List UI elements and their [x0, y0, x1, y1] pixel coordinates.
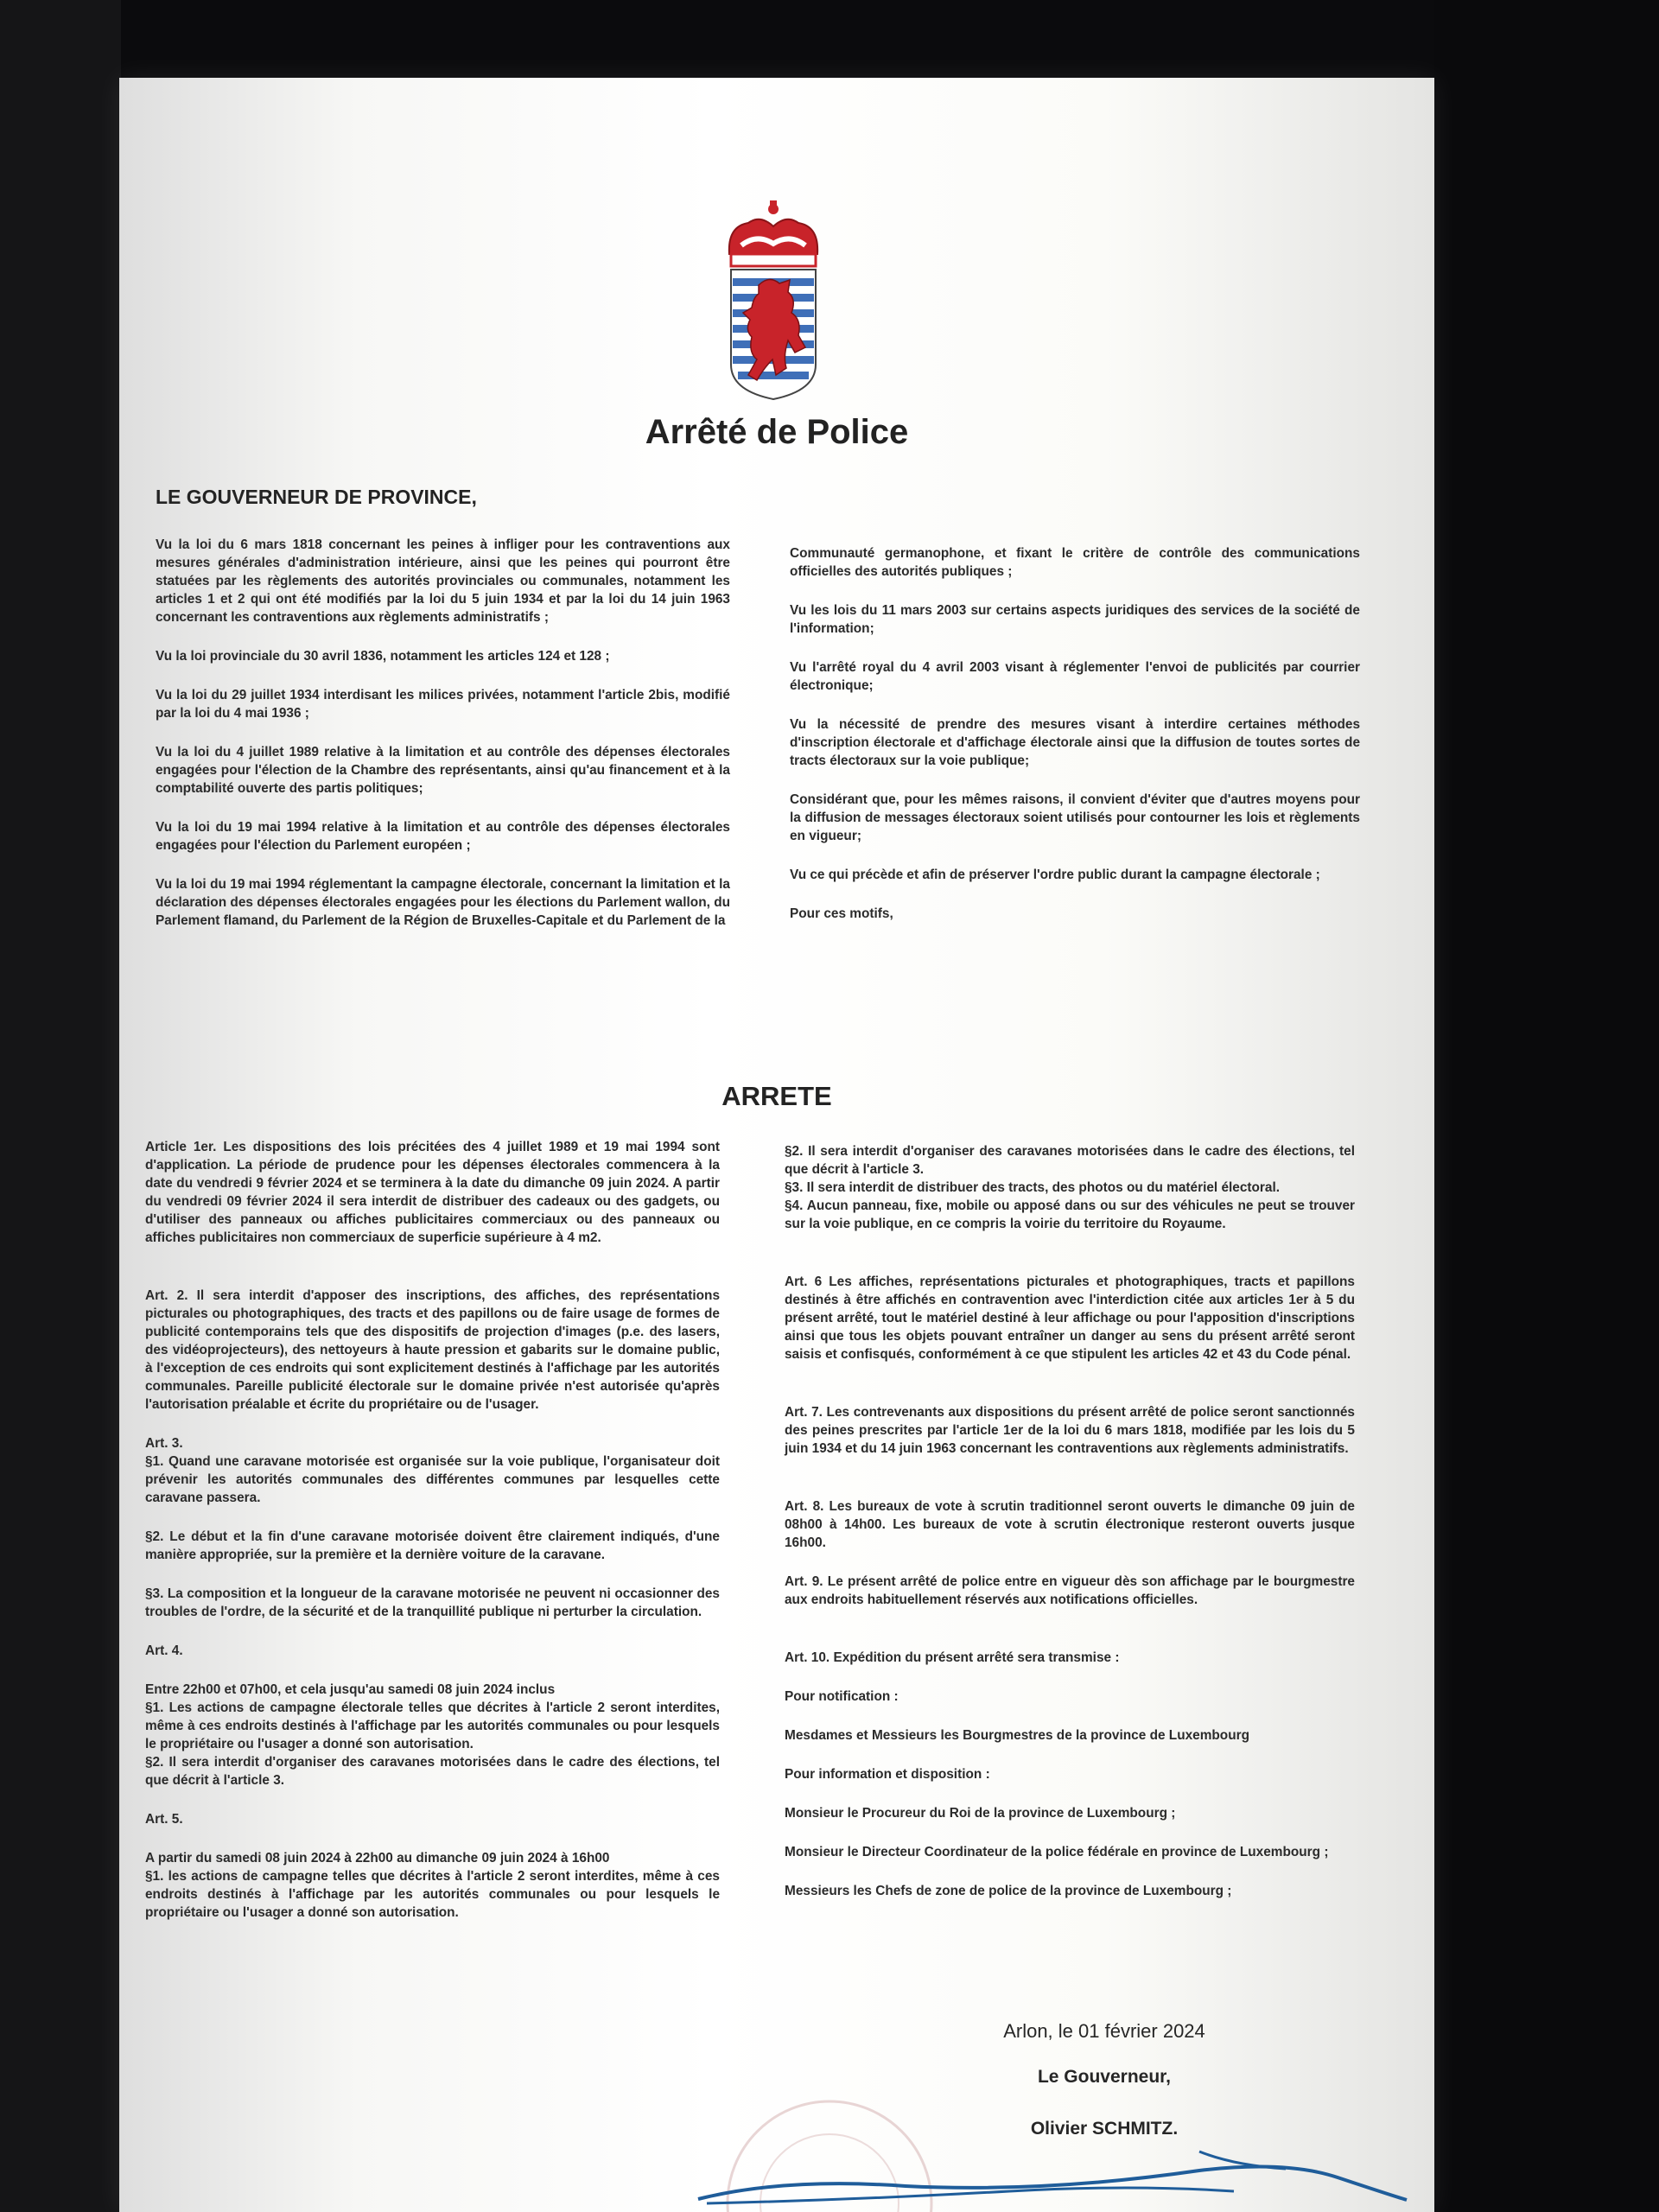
article-5-intro: A partir du samedi 08 juin 2024 à 22h00 au dimanche 09 juin 2024 à 16h00	[145, 1851, 610, 1866]
arrete-heading: ARRETE	[721, 1081, 832, 1111]
article-5-para-1: §1. les actions de campagne telles que décrites à l'article 2 seront interdites, même à ces endroits destinés à l'affichage par les autorités communales ou pour lesquels le propriétaire ou l'usager a donné son autorisation.	[145, 1869, 720, 1920]
posted-decree-sheet	[119, 78, 1434, 2212]
article-5-para-3: §3. Il sera interdit de distribuer des tracts, des photos ou du matériel électoral.	[785, 1180, 1281, 1195]
considerant-paragraph: Vu ce qui précède et afin de préserver l'ordre public durant la campagne électorale ;	[790, 868, 1320, 882]
article-4-title: Art. 4.	[145, 1643, 183, 1658]
article-3-title: Art. 3.	[145, 1436, 183, 1451]
considerant-paragraph: Vu la loi du 4 juillet 1989 relative à la limitation et au contrôle des dépenses électorales engagées pour l'élection de la Chambre des représentants, ainsi qu'au financement et à la comptabilité ouverte des partis politiques;	[156, 745, 730, 796]
considerants-right-column	[790, 544, 1360, 944]
considerants-left-column	[156, 536, 730, 950]
considerant-paragraph: Communauté germanophone, et fixant le critère de contrôle des communications officielles des autorités publiques ;	[790, 546, 1360, 579]
notification-recipient: Mesdames et Messieurs les Bourgmestres de la province de Luxembourg	[785, 1728, 1250, 1743]
considerant-paragraph: Vu la loi du 6 mars 1818 concernant les peines à infliger pour les contraventions aux mesures générales d'administration intérieure, ainsi que les peines qui pourront être statuées par les règlements des autorités provinciales ou communales, notamment les articles 1 et 2 qui ont été modifiés par la loi du 5 juin 1934 et par la loi du 14 juin 1963 concernant les contraventions aux règlements administratifs ;	[156, 537, 730, 625]
article-5-para-2: §2. Il sera interdit d'organiser des caravanes motorisées dans le cadre des élections, tel que décrit à l'article 3.	[785, 1144, 1355, 1177]
province-coat-of-arms-icon	[722, 183, 824, 442]
article-4-intro: Entre 22h00 et 07h00, et cela jusqu'au samedi 08 juin 2024 inclus	[145, 1682, 556, 1697]
place-and-date: Arlon, le 01 février 2024	[1003, 2020, 1205, 2042]
article-3-para-3: §3. La composition et la longueur de la caravane motorisée ne peuvent ni occasionner des troubles de l'ordre, de la sécurité et de la tranquillité publique ni perturber la circulation.	[145, 1586, 720, 1619]
considerant-paragraph: Vu la loi du 19 mai 1994 réglementant la campagne électorale, concernant la limitation et la déclaration des dépenses électorales engagées pour les élections du Parlement wallon, du Parlement flamand, du Parlement de la Région de Bruxelles-Capitale et du Parlement de la	[156, 877, 730, 928]
considerant-paragraph: Vu la nécessité de prendre des mesures visant à interdire certaines méthodes d'inscription électorale et d'affichage électorale ainsi que la diffusion de toutes sortes de tracts électoraux sur la voie publique;	[790, 717, 1360, 768]
article-3-para-2: §2. Le début et la fin d'une caravane motorisée doivent être clairement indiqués, d'une manière appropriée, sur la première et la dernière voiture de la caravane.	[145, 1529, 720, 1562]
article-3-para-1: §1. Quand une caravane motorisée est organisée sur la voie publique, l'organisateur doit prévenir les autorités communales des différentes communes par lesquelles cette caravane passera.	[145, 1454, 720, 1505]
display-frame-right	[1434, 0, 1659, 2212]
information-recipient: Messieurs les Chefs de zone de police de la province de Luxembourg ;	[785, 1884, 1232, 1898]
signatory-name: Olivier SCHMITZ.	[1030, 2119, 1179, 2139]
considerant-paragraph: Vu la loi du 19 mai 1994 relative à la limitation et au contrôle des dépenses électorales engagées pour l'élection du Parlement européen ;	[156, 820, 730, 853]
articles-left-column	[145, 1138, 720, 1922]
considerant-paragraph: Vu la loi du 29 juillet 1934 interdisant les milices privées, notamment l'article 2bis, modifié par la loi du 4 mai 1936 ;	[156, 688, 730, 721]
articles-right-column	[785, 1142, 1355, 1921]
governor-heading: LE GOUVERNEUR DE PROVINCE,	[156, 486, 477, 508]
information-recipient: Monsieur le Directeur Coordinateur de la police fédérale en province de Luxembourg ;	[785, 1845, 1329, 1859]
considerant-paragraph: Vu les lois du 11 mars 2003 sur certains aspects juridiques des services de la société de l'information;	[790, 603, 1360, 636]
signatory-title: Le Gouverneur,	[1037, 2067, 1172, 2087]
decree-title: Arrêté de Police	[645, 413, 909, 451]
article-5-title: Art. 5.	[145, 1812, 183, 1827]
article-10: Art. 10. Expédition du présent arrêté sera transmise :	[785, 1650, 1120, 1665]
article-8: Art. 8. Les bureaux de vote à scrutin traditionnel seront ouverts le dimanche 09 juin de 08h00 à 14h00. Les bureaux de vote à scrutin électronique resteront ouverts jusque 16h00.	[785, 1499, 1355, 1550]
article-5-para-4: §4. Aucun panneau, fixe, mobile ou apposé dans ou sur des véhicules ne peut se trouver sur la voie publique, en ce compris la voirie du territoire du Royaume.	[785, 1198, 1355, 1231]
considerant-paragraph: Vu l'arrêté royal du 4 avril 2003 visant à réglementer l'envoi de publicités par courrier électronique;	[790, 660, 1360, 693]
information-recipient: Monsieur le Procureur du Roi de la province de Luxembourg ;	[785, 1806, 1176, 1821]
information-label: Pour information et disposition :	[785, 1767, 990, 1782]
article-4-para-2: §2. Il sera interdit d'organiser des caravanes motorisées dans le cadre des élections, tel que décrit à l'article 3.	[145, 1755, 720, 1788]
considerant-paragraph: Considérant que, pour les mêmes raisons, il convient d'éviter que d'autres moyens pour la diffusion de messages électoraux soient utilisés pour contourner les lois et règlements en vigueur;	[790, 792, 1360, 843]
article-4-para-1: §1. Les actions de campagne électorale telles que décrites à l'article 2 seront interdites, même à ces endroits destinés à l'affichage par les autorités communales ou pour lesquels le propriétaire ou l'usager a donné son autorisation.	[145, 1700, 720, 1751]
display-frame-left	[0, 0, 121, 2212]
article-9: Art. 9. Le présent arrêté de police entre en vigueur dès son affichage par le bourgmestre aux endroits habituellement réservés aux notifications officielles.	[785, 1574, 1355, 1607]
considerant-paragraph: Pour ces motifs,	[790, 906, 893, 921]
article-6: Art. 6 Les affiches, représentations picturales et photographiques, tracts et papillons destinés à être affichés en contravention avec l'interdiction citée aux articles 1er à 5 du présent arrêté, tout le matériel destiné à leur affichage ou pour l'apposition d'inscriptions ainsi que tous les objets pouvant entraîner un danger au sens du présent arrêté seront saisis et confisqués, conformément à ce que stipulent les articles 42 et 43 du Code pénal.	[785, 1274, 1355, 1362]
article-2: Art. 2. Il sera interdit d'apposer des inscriptions, des affiches, des représentations picturales ou photographiques, des tracts et des papillons ou de faire usage de formes de publicité contemporains tels que des dispositifs de projection d'images (p.e. des lasers, des vidéoprojecteurs), des nettoyeurs à haute pression et gabarits sur le domaine public, à l'exception de ces endroits qui sont explicitement destinés à l'affichage par les autorités communales. Pareille publicité électorale sur le domaine privée n'est autorisée qu'après l'autorisation préalable et écrite du propriétaire ou de l'usager.	[145, 1288, 720, 1412]
article-1: Article 1er. Les dispositions des lois précitées des 4 juillet 1989 et 19 mai 1994 sont d'application. La période de prudence pour les dépenses électorales commencera à la date du vendredi 9 février 2024 et se terminera à la date du dimanche 09 juin 2024. A partir du vendredi 09 février 2024 il sera interdit de distribuer des cadeaux ou des gadgets, ou d'utiliser des panneaux ou affiches publicitaires commerciaux ou des panneaux ou affiches publicitaires non commerciaux de superficie supérieure à 4 m2.	[145, 1140, 720, 1245]
considerant-paragraph: Vu la loi provinciale du 30 avril 1836, notamment les articles 124 et 128 ;	[156, 649, 610, 664]
article-7: Art. 7. Les contrevenants aux dispositions du présent arrêté de police seront sanctionnés des peines prescrites par l'article 1er de la loi du 6 mars 1818, modifiée par les lois du 5 juin 1934 et du 14 juin 1963 concernant les contraventions aux règlements administratifs.	[785, 1405, 1355, 1456]
notification-label: Pour notification :	[785, 1689, 899, 1704]
